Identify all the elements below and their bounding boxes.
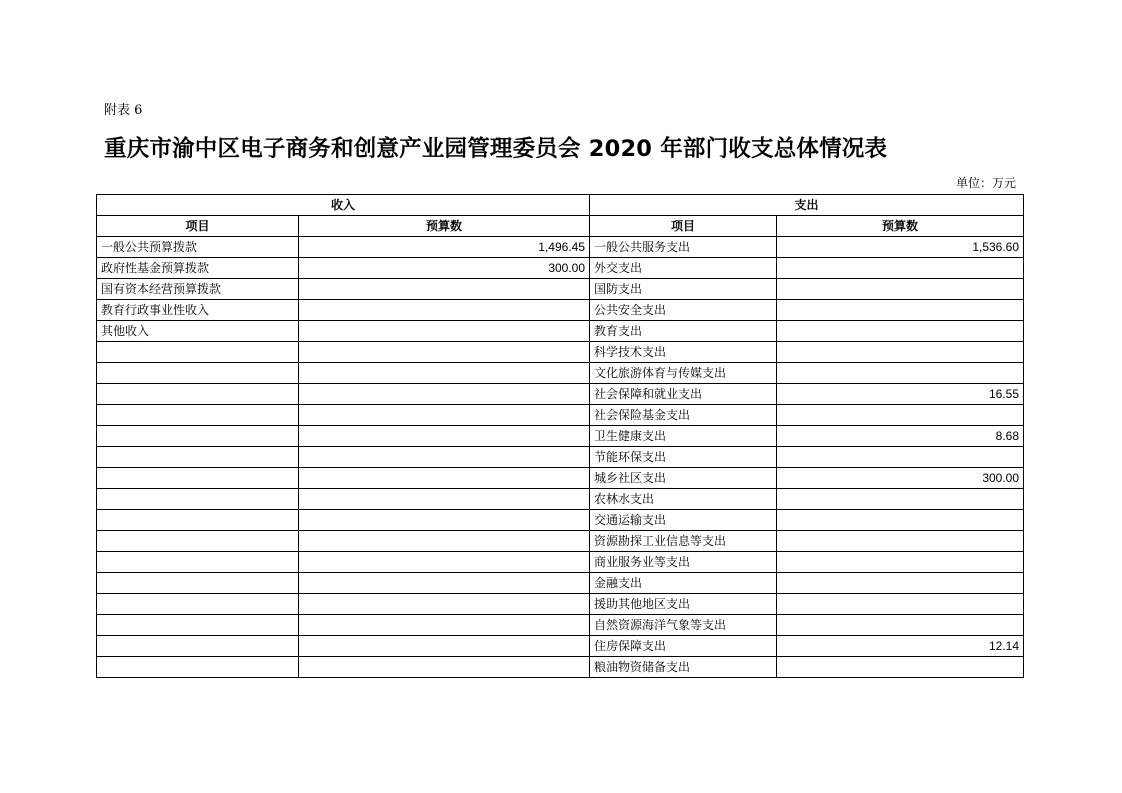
table-row bbox=[97, 237, 1024, 258]
income-amount-cell bbox=[299, 636, 590, 657]
expense-item-cell: 教育支出 bbox=[590, 321, 777, 342]
table-row bbox=[97, 426, 1024, 447]
expense-amount-cell bbox=[777, 342, 1024, 363]
expense-amount-cell: 1,536.60 bbox=[777, 237, 1024, 258]
income-item-cell bbox=[97, 552, 299, 573]
income-amount-cell bbox=[299, 321, 590, 342]
income-section-header: 收入 bbox=[97, 195, 590, 216]
expense-amount-cell: 300.00 bbox=[777, 468, 1024, 489]
expense-amount-cell: 12.14 bbox=[777, 636, 1024, 657]
expense-amount-cell bbox=[777, 510, 1024, 531]
income-item-cell bbox=[97, 531, 299, 552]
expense-amount-cell bbox=[777, 405, 1024, 426]
table-row bbox=[97, 573, 1024, 594]
expense-amount-cell bbox=[777, 657, 1024, 678]
income-amount-cell: 1,496.45 bbox=[299, 237, 590, 258]
income-item-cell bbox=[97, 657, 299, 678]
income-amount-cell bbox=[299, 657, 590, 678]
income-item-cell bbox=[97, 384, 299, 405]
expense-item-cell: 金融支出 bbox=[590, 573, 777, 594]
expense-amount-cell bbox=[777, 489, 1024, 510]
income-item-cell: 政府性基金预算拨款 bbox=[97, 258, 299, 279]
table-row bbox=[97, 447, 1024, 468]
income-amount-cell bbox=[299, 552, 590, 573]
income-amount-cell bbox=[299, 300, 590, 321]
income-item-header: 项目 bbox=[97, 216, 299, 237]
expense-amount-cell bbox=[777, 447, 1024, 468]
income-amount-cell bbox=[299, 573, 590, 594]
appendix-label: 附表 6 bbox=[104, 103, 143, 118]
table-row bbox=[97, 279, 1024, 300]
expense-item-cell: 自然资源海洋气象等支出 bbox=[590, 615, 777, 636]
income-item-cell bbox=[97, 636, 299, 657]
expense-amount-cell bbox=[777, 531, 1024, 552]
table-row bbox=[97, 300, 1024, 321]
table-row bbox=[97, 405, 1024, 426]
table-row bbox=[97, 636, 1024, 657]
expense-item-cell: 节能环保支出 bbox=[590, 447, 777, 468]
income-item-cell bbox=[97, 363, 299, 384]
expense-amount-cell bbox=[777, 279, 1024, 300]
table-row bbox=[97, 531, 1024, 552]
income-amount-cell bbox=[299, 489, 590, 510]
income-item-cell bbox=[97, 615, 299, 636]
column-header-row bbox=[97, 216, 1024, 237]
expense-item-cell: 社会保险基金支出 bbox=[590, 405, 777, 426]
expense-item-cell: 资源勘探工业信息等支出 bbox=[590, 531, 777, 552]
table-row bbox=[97, 363, 1024, 384]
expense-item-cell: 住房保障支出 bbox=[590, 636, 777, 657]
income-amount-cell bbox=[299, 279, 590, 300]
expense-item-cell: 文化旅游体育与传媒支出 bbox=[590, 363, 777, 384]
expense-section-header: 支出 bbox=[590, 195, 1024, 216]
expense-item-cell: 科学技术支出 bbox=[590, 342, 777, 363]
expense-amount-cell bbox=[777, 363, 1024, 384]
section-header-row bbox=[97, 195, 1024, 216]
table-row bbox=[97, 657, 1024, 678]
table-row bbox=[97, 615, 1024, 636]
table-row bbox=[97, 468, 1024, 489]
income-item-cell bbox=[97, 489, 299, 510]
income-item-cell bbox=[97, 573, 299, 594]
income-item-cell bbox=[97, 594, 299, 615]
expense-amount-cell bbox=[777, 594, 1024, 615]
expense-amount-cell bbox=[777, 321, 1024, 342]
income-item-cell bbox=[97, 405, 299, 426]
income-amount-cell bbox=[299, 405, 590, 426]
expense-item-cell: 社会保障和就业支出 bbox=[590, 384, 777, 405]
expense-item-cell: 一般公共服务支出 bbox=[590, 237, 777, 258]
expense-amount-cell: 8.68 bbox=[777, 426, 1024, 447]
table-row bbox=[97, 594, 1024, 615]
expense-item-cell: 卫生健康支出 bbox=[590, 426, 777, 447]
table-row bbox=[97, 510, 1024, 531]
budget-table bbox=[96, 194, 1024, 678]
expense-item-cell: 外交支出 bbox=[590, 258, 777, 279]
income-item-cell bbox=[97, 447, 299, 468]
income-item-cell: 一般公共预算拨款 bbox=[97, 237, 299, 258]
table-row bbox=[97, 552, 1024, 573]
income-amount-cell bbox=[299, 426, 590, 447]
expense-item-cell: 交通运输支出 bbox=[590, 510, 777, 531]
expense-item-cell: 援助其他地区支出 bbox=[590, 594, 777, 615]
income-amount-header: 预算数 bbox=[299, 216, 590, 237]
income-item-cell: 国有资本经营预算拨款 bbox=[97, 279, 299, 300]
income-amount-cell bbox=[299, 384, 590, 405]
income-item-cell: 教育行政事业性收入 bbox=[97, 300, 299, 321]
page-title: 重庆市渝中区电子商务和创意产业园管理委员会 2020 年部门收支总体情况表 bbox=[104, 136, 888, 162]
expense-item-cell: 农林水支出 bbox=[590, 489, 777, 510]
income-item-cell: 其他收入 bbox=[97, 321, 299, 342]
income-amount-cell bbox=[299, 363, 590, 384]
income-amount-cell bbox=[299, 510, 590, 531]
income-amount-cell bbox=[299, 594, 590, 615]
income-item-cell bbox=[97, 468, 299, 489]
expense-item-cell: 商业服务业等支出 bbox=[590, 552, 777, 573]
income-amount-cell bbox=[299, 615, 590, 636]
income-amount-cell: 300.00 bbox=[299, 258, 590, 279]
expense-amount-cell bbox=[777, 300, 1024, 321]
expense-amount-header: 预算数 bbox=[777, 216, 1024, 237]
income-amount-cell bbox=[299, 468, 590, 489]
expense-amount-cell: 16.55 bbox=[777, 384, 1024, 405]
expense-amount-cell bbox=[777, 615, 1024, 636]
expense-amount-cell bbox=[777, 573, 1024, 594]
expense-item-cell: 粮油物资储备支出 bbox=[590, 657, 777, 678]
table-row bbox=[97, 321, 1024, 342]
table-row bbox=[97, 258, 1024, 279]
table-row bbox=[97, 384, 1024, 405]
table-row bbox=[97, 342, 1024, 363]
income-item-cell bbox=[97, 426, 299, 447]
expense-item-cell: 公共安全支出 bbox=[590, 300, 777, 321]
budget-table-body bbox=[97, 237, 1024, 678]
income-amount-cell bbox=[299, 531, 590, 552]
expense-item-cell: 国防支出 bbox=[590, 279, 777, 300]
income-amount-cell bbox=[299, 342, 590, 363]
unit-label: 单位：万元 bbox=[955, 176, 1016, 190]
table-row bbox=[97, 489, 1024, 510]
income-item-cell bbox=[97, 510, 299, 531]
expense-amount-cell bbox=[777, 258, 1024, 279]
expense-item-cell: 城乡社区支出 bbox=[590, 468, 777, 489]
expense-amount-cell bbox=[777, 552, 1024, 573]
income-amount-cell bbox=[299, 447, 590, 468]
income-item-cell bbox=[97, 342, 299, 363]
expense-item-header: 项目 bbox=[590, 216, 777, 237]
